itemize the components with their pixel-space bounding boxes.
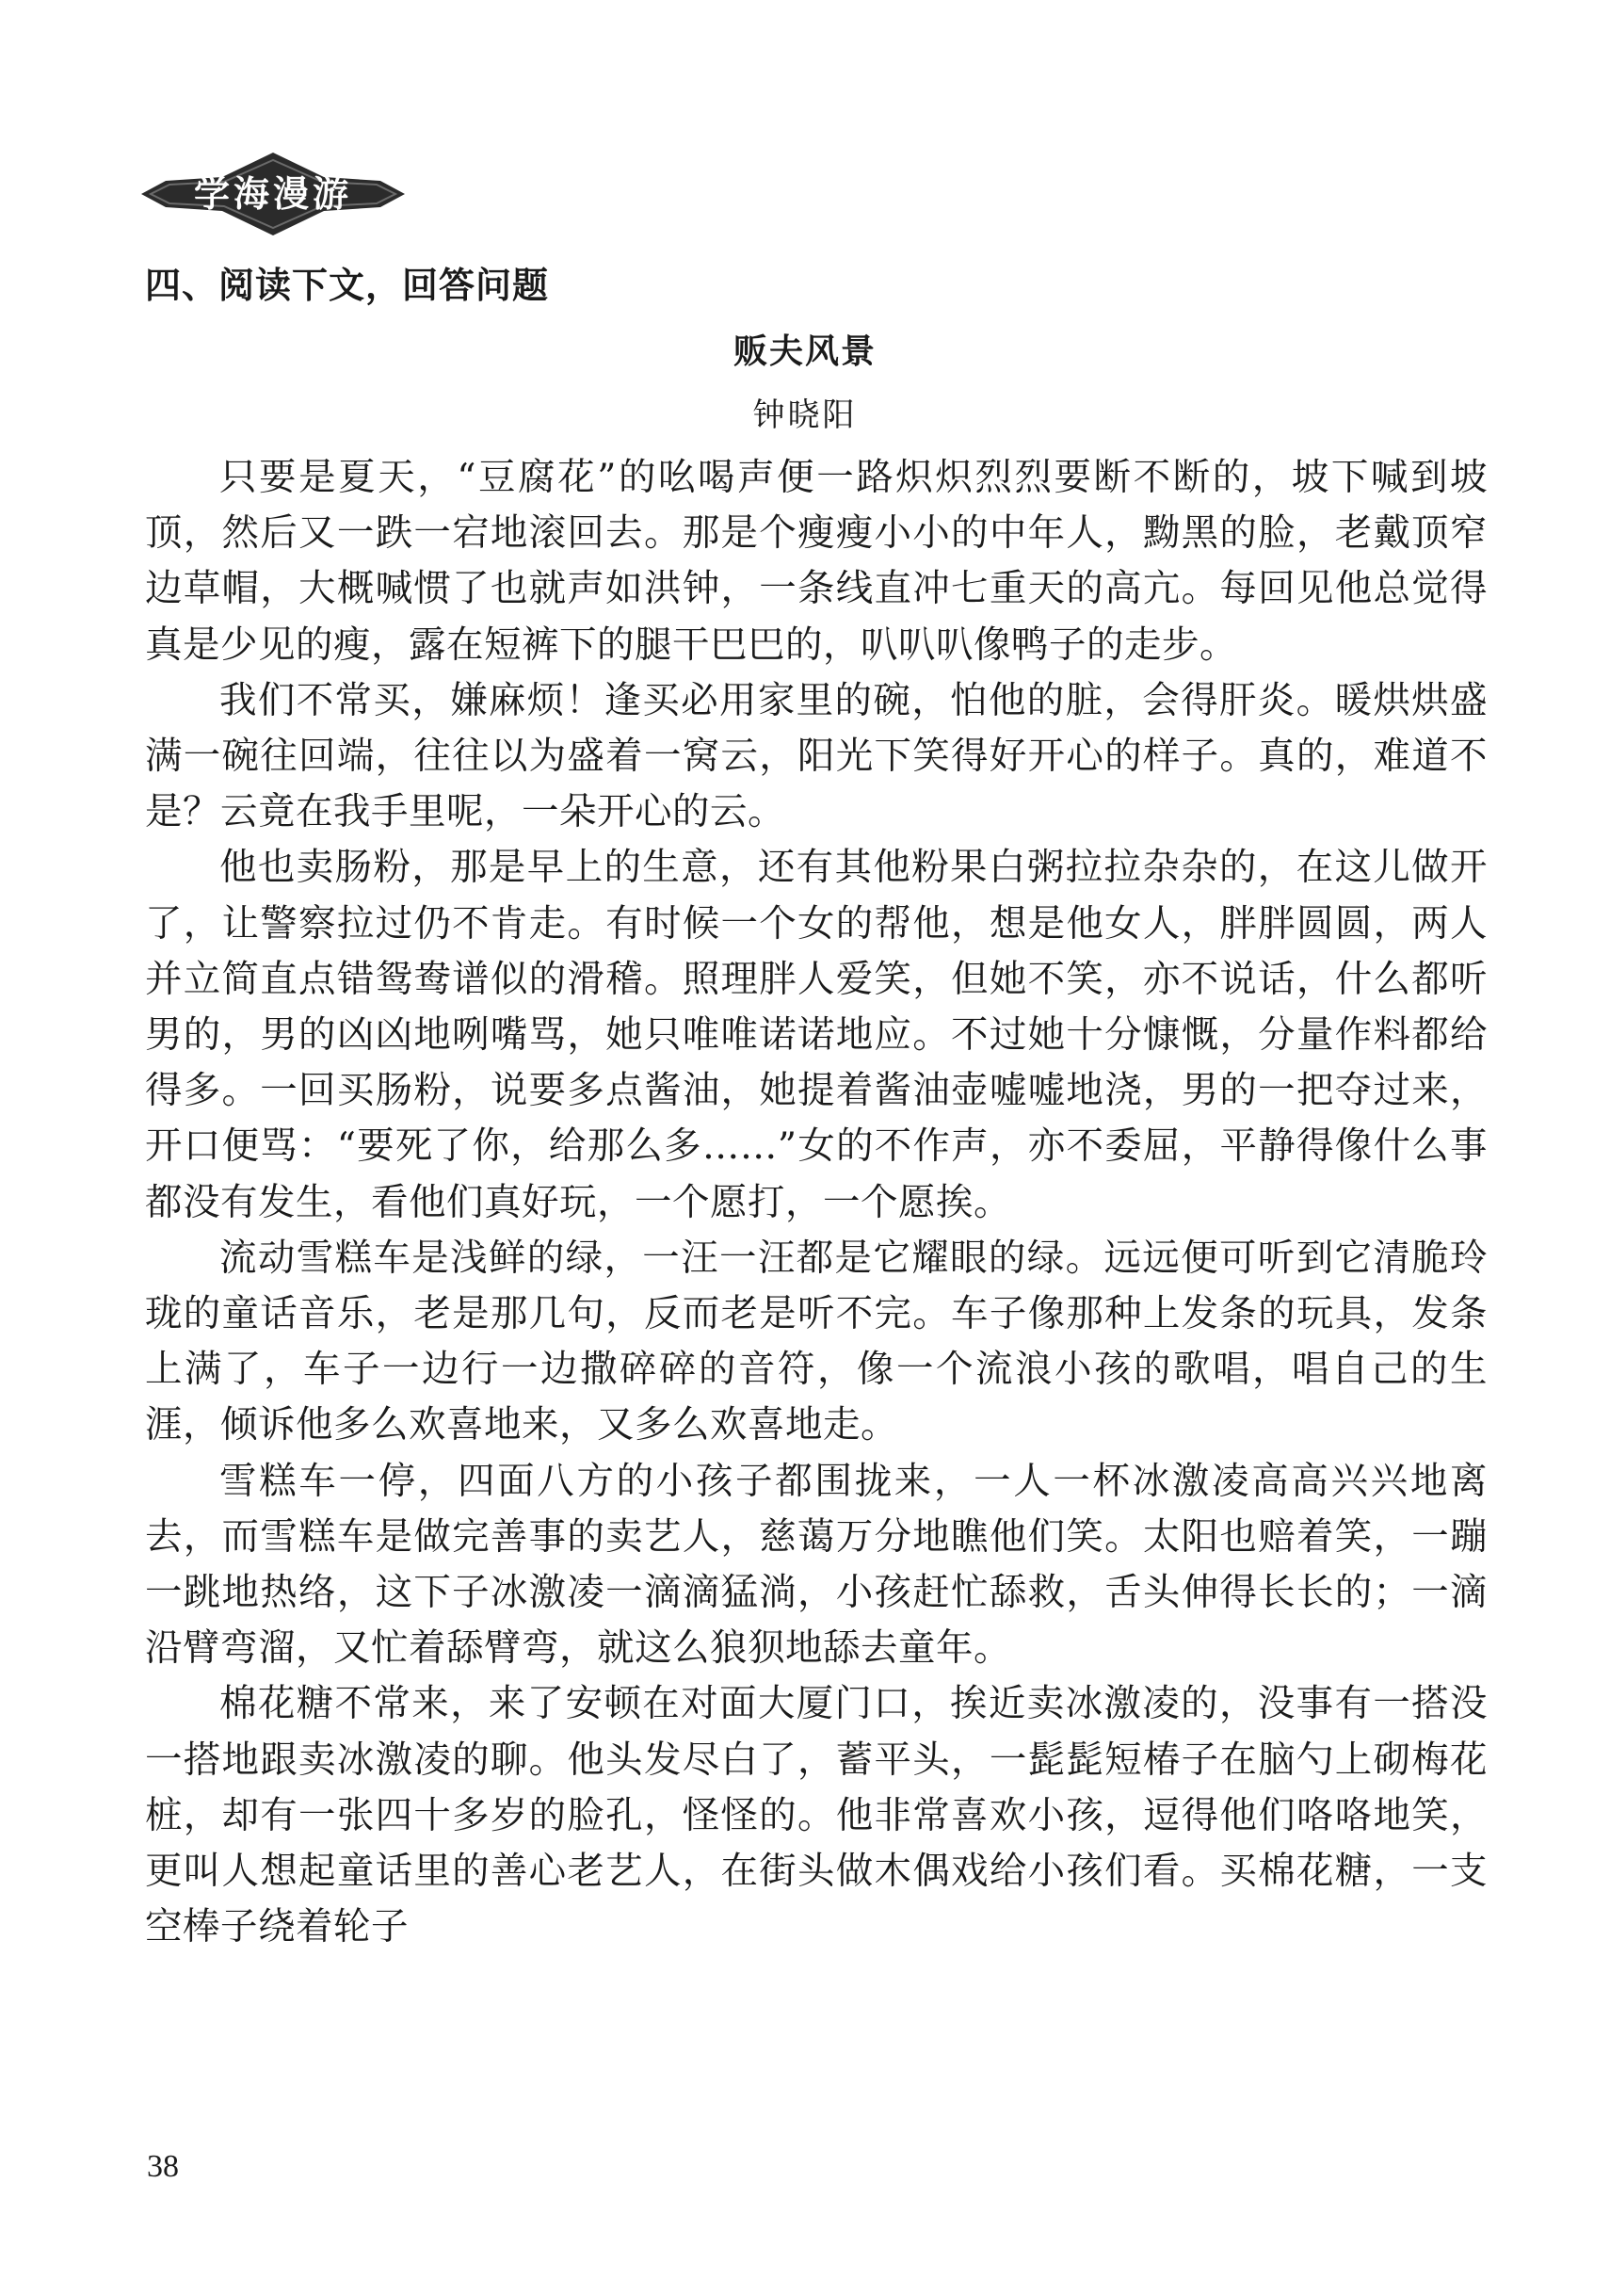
paragraph: 雪糕车一停，四面八方的小孩子都围拢来，一人一杯冰激凌高高兴兴地离去，而雪糕车是做完善事的卖艺人，慈蔼万分地瞧他们笑。太阳也赔着笑，一蹦一跳地热络，这下子冰激凌一滴滴猛淌，小孩赶忙舔救，舌头伸得长长的；一滴沿臂弯溜，又忙着舔臂弯，就这么狼狈地舔去童年。	[145, 1459, 1488, 1671]
section-banner	[141, 149, 405, 239]
paragraph: 棉花糖不常来，来了安顿在对面大厦门口，挨近卖冰激凌的，没事有一搭没一搭地跟卖冰激凌的聊。他头发尽白了，蓄平头，一髭髭短椿子在脑勺上砌梅花桩，却有一张四十多岁的脸孔，怪怪的。他非常喜欢小孩，逗得他们咯咯地笑，更叫人想起童话里的善心老艺人，在街头做木偶戏给小孩们看。买棉花糖，一支空棒子绕着轮子	[145, 1682, 1488, 1949]
banner-label: 学海漫游	[193, 172, 352, 215]
section-heading: 四、阅读下文，回答问题	[145, 265, 550, 306]
paragraph: 我们不常买，嫌麻烦！逢买必用家里的碗，怕他的脏，会得肝炎。暖烘烘盛满一碗往回端，往往以为盛着一窝云，阳光下笑得好开心的样子。真的，难道不是？云竟在我手里呢，一朵开心的云。	[145, 678, 1488, 834]
paragraph: 只要是夏天，“豆腐花”的吆喝声便一路炽炽烈烈要断不断的，坡下喊到坡顶，然后又一跌一宕地滚回去。那是个瘦瘦小小的中年人，黝黑的脸，老戴顶窄边草帽，大概喊惯了也就声如洪钟，一条线直冲七重天的高亢。每回见他总觉得真是少见的瘦，露在短裤下的腿干巴巴的，叭叭叭像鸭子的走步。	[145, 456, 1488, 667]
page-number: 38	[147, 2149, 179, 2184]
paragraph: 他也卖肠粉，那是早上的生意，还有其他粉果白粥拉拉杂杂的，在这儿做开了，让警察拉过仍不肯走。有时候一个女的帮他，想是他女人，胖胖圆圆，两人并立简直点错鸳鸯谱似的滑稽。照理胖人爱笑，但她不笑，亦不说话，什么都听男的，男的凶凶地咧嘴骂，她只唯唯诺诺地应。不过她十分慷慨，分量作料都给得多。一回买肠粉，说要多点酱油，她提着酱油壶嘘嘘地浇，男的一把夺过来，开口便骂：“要死了你，给那么多……”女的不作声，亦不委屈，平静得像什么事都没有发生，看他们真好玩，一个愿打，一个愿挨。	[145, 846, 1488, 1224]
article-author: 钟晓阳	[752, 396, 858, 434]
article-title: 贩夫风景	[733, 332, 877, 371]
paragraph: 流动雪糕车是浅鲜的绿，一汪一汪都是它耀眼的绿。远远便可听到它清脆玲珑的童话音乐，老是那几句，反而老是听不完。车子像那种上发条的玩具，发条上满了，车子一边行一边撒碎碎的音符，像一个流浪小孩的歌唱，唱自己的生涯，倾诉他多么欢喜地来，又多么欢喜地走。	[145, 1236, 1488, 1447]
article-body	[145, 450, 1488, 1955]
